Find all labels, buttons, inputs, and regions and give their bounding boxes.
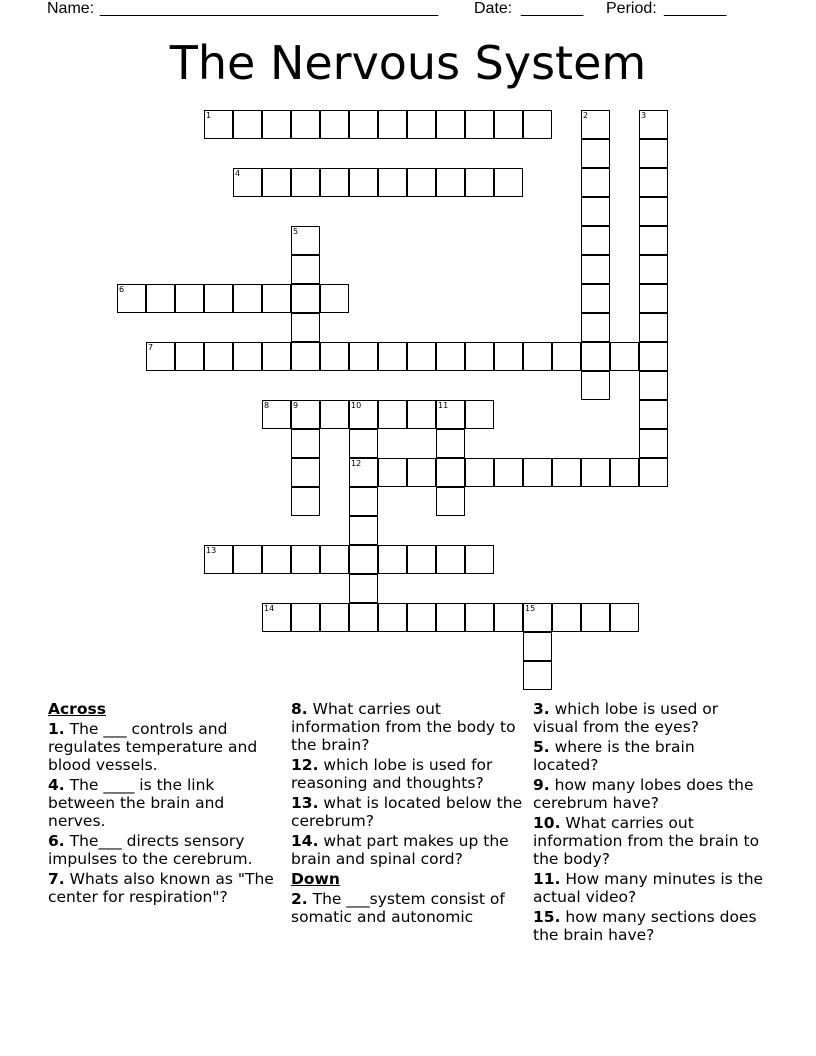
grid-cell[interactable] [639,284,668,313]
clue-number: 12 [351,459,362,468]
grid-cell[interactable] [639,110,668,139]
grid-cell[interactable] [378,400,407,429]
grid-cell[interactable] [639,226,668,255]
down-clue [291,890,523,926]
grid-cell[interactable] [581,197,610,226]
grid-cell[interactable] [320,284,349,313]
grid-cell[interactable] [523,110,552,139]
clue-number: 3 [641,111,647,120]
grid-cell[interactable] [581,168,610,197]
grid-cell[interactable] [146,342,175,371]
clue-number: 9 [293,401,299,410]
clue-number: 1. [48,720,65,738]
grid-cell[interactable] [465,400,494,429]
clue-text: The___ directs sensory impulses to the cerebrum. [48,832,253,868]
grid-cell[interactable] [581,110,610,139]
clue-number: 11 [438,401,449,410]
grid-cell[interactable] [320,545,349,574]
clue-number: 8. [291,700,308,718]
grid-cell[interactable] [146,284,175,313]
clue-text: which lobe is used or visual from the eyes? [533,700,719,736]
grid-cell[interactable] [262,603,291,632]
grid-cell[interactable] [291,487,320,516]
grid-cell[interactable] [291,110,320,139]
clue-column-2 [291,700,523,928]
grid-cell[interactable] [465,110,494,139]
grid-cell[interactable] [291,255,320,284]
grid-cell[interactable] [407,400,436,429]
grid-cell[interactable] [291,429,320,458]
period-field[interactable]: _______ [664,0,727,17]
grid-cell[interactable] [639,458,668,487]
clue-text: The ____ is the link between the brain and nerves. [48,776,225,830]
clue-number: 8 [264,401,270,410]
grid-cell[interactable] [552,458,581,487]
grid-cell[interactable] [291,458,320,487]
grid-cell[interactable] [581,342,610,371]
grid-cell[interactable] [639,429,668,458]
grid-cell[interactable] [494,342,523,371]
clue-number: 6. [48,832,65,850]
grid-cell[interactable] [436,429,465,458]
clue-number: 5. [533,738,550,756]
across-clue [48,776,280,830]
grid-cell[interactable] [494,603,523,632]
clue-text: where is the brain located? [533,738,695,774]
grid-cell[interactable] [378,458,407,487]
grid-cell[interactable] [523,632,552,661]
grid-cell[interactable] [523,603,552,632]
grid-cell[interactable] [349,458,378,487]
grid-cell[interactable] [204,110,233,139]
grid-cell[interactable] [291,284,320,313]
grid-cell[interactable] [233,545,262,574]
grid-cell[interactable] [465,545,494,574]
grid-cell[interactable] [262,110,291,139]
clue-text: what part makes up the brain and spinal cord? [291,832,509,868]
down-heading: Down [291,870,340,888]
grid-cell[interactable] [610,342,639,371]
clue-number: 5 [293,227,299,236]
grid-cell[interactable] [581,226,610,255]
grid-cell[interactable] [581,139,610,168]
across-clue [48,870,280,906]
clue-number: 9. [533,776,550,794]
down-clue [533,814,765,868]
grid-cell[interactable] [436,603,465,632]
grid-cell[interactable] [581,255,610,284]
grid-cell[interactable] [407,458,436,487]
grid-cell[interactable] [639,139,668,168]
grid-cell[interactable] [378,545,407,574]
grid-cell[interactable] [639,342,668,371]
grid-cell[interactable] [465,168,494,197]
grid-cell[interactable] [349,342,378,371]
clue-column-1 [48,700,280,908]
grid-cell[interactable] [378,110,407,139]
grid-cell[interactable] [204,342,233,371]
down-clue [533,738,765,774]
grid-cell[interactable] [204,545,233,574]
grid-cell[interactable] [349,603,378,632]
name-field[interactable]: ______________________________________ [100,0,439,17]
period-label: Period: [606,0,657,17]
grid-cell[interactable] [639,168,668,197]
clue-number: 6 [119,285,125,294]
clue-text: which lobe is used for reasoning and thoughts? [291,756,493,792]
grid-cell[interactable] [291,400,320,429]
grid-cell[interactable] [233,110,262,139]
grid-cell[interactable] [175,284,204,313]
grid-cell[interactable] [349,110,378,139]
grid-cell[interactable] [262,545,291,574]
grid-cell[interactable] [523,458,552,487]
across-clue [291,700,523,754]
clue-number: 13. [291,794,319,812]
grid-cell[interactable] [581,284,610,313]
grid-cell[interactable] [291,342,320,371]
grid-cell[interactable] [639,197,668,226]
clue-number: 2. [291,890,308,908]
across-clue [291,794,523,830]
clue-number: 12. [291,756,319,774]
grid-cell[interactable] [581,371,610,400]
grid-cell[interactable] [407,168,436,197]
grid-cell[interactable] [465,603,494,632]
grid-cell[interactable] [465,342,494,371]
clue-number: 14. [291,832,319,850]
grid-cell[interactable] [639,400,668,429]
grid-cell[interactable] [639,371,668,400]
down-clue [533,870,765,906]
grid-cell[interactable] [494,458,523,487]
clue-number: 10. [533,814,561,832]
grid-cell[interactable] [233,342,262,371]
grid-cell[interactable] [494,168,523,197]
grid-cell[interactable] [436,545,465,574]
grid-cell[interactable] [610,603,639,632]
grid-cell[interactable] [552,603,581,632]
clue-text: The ___system consist of somatic and autonomic [291,890,505,926]
grid-cell[interactable] [494,110,523,139]
grid-cell[interactable] [436,342,465,371]
grid-cell[interactable] [233,168,262,197]
clue-text: what is located below the cerebrum? [291,794,523,830]
across-clue [48,832,280,868]
grid-cell[interactable] [378,342,407,371]
across-heading: Across [48,700,106,718]
grid-cell[interactable] [523,661,552,690]
grid-cell[interactable] [349,574,378,603]
clue-number: 13 [206,546,217,555]
clue-text: how many sections does the brain have? [533,908,757,944]
grid-cell[interactable] [320,110,349,139]
grid-cell[interactable] [407,545,436,574]
grid-cell[interactable] [204,284,233,313]
clue-number: 1 [206,111,212,120]
clue-text: The ___ controls and regulates temperature and blood vessels. [48,720,258,774]
grid-cell[interactable] [552,342,581,371]
grid-cell[interactable] [378,168,407,197]
clue-number: 7 [148,343,154,352]
clue-number: 3. [533,700,550,718]
grid-cell[interactable] [291,603,320,632]
across-clue [48,720,280,774]
across-clue [291,832,523,868]
grid-cell[interactable] [436,110,465,139]
clue-number: 10 [351,401,362,410]
grid-cell[interactable] [233,284,262,313]
clue-text: What carries out information from the brain to the body? [533,814,760,868]
across-clue [291,756,523,792]
grid-cell[interactable] [320,168,349,197]
clue-text: How many minutes is the actual video? [533,870,764,906]
grid-cell[interactable] [349,429,378,458]
grid-cell[interactable] [610,458,639,487]
clue-text: What carries out information from the body to the brain? [291,700,516,754]
grid-cell[interactable] [581,458,610,487]
puzzle-title: The Nervous System [169,36,647,90]
grid-cell[interactable] [407,342,436,371]
grid-cell[interactable] [320,400,349,429]
down-clue [533,908,765,944]
clue-column-3 [533,700,765,946]
clue-number: 7. [48,870,65,888]
clue-number: 15 [525,604,536,613]
grid-cell[interactable] [639,313,668,342]
grid-cell[interactable] [436,168,465,197]
down-clue [533,700,765,736]
grid-cell[interactable] [581,603,610,632]
grid-cell[interactable] [262,400,291,429]
grid-cell[interactable] [407,110,436,139]
clue-number: 11. [533,870,561,888]
grid-cell[interactable] [291,226,320,255]
grid-cell[interactable] [436,400,465,429]
grid-cell[interactable] [117,284,146,313]
grid-cell[interactable] [320,342,349,371]
date-field[interactable]: _______ [521,0,584,17]
date-label: Date: [474,0,513,17]
grid-cell[interactable] [436,458,465,487]
grid-cell[interactable] [262,284,291,313]
down-clue [533,776,765,812]
grid-cell[interactable] [349,487,378,516]
clue-number: 15. [533,908,561,926]
grid-cell[interactable] [349,168,378,197]
grid-cell[interactable] [407,603,436,632]
clue-number: 2 [583,111,589,120]
name-label: Name: [47,0,95,17]
clue-text: Whats also known as "The center for respiration"? [48,870,274,906]
grid-cell[interactable] [581,313,610,342]
grid-cell[interactable] [378,603,407,632]
grid-cell[interactable] [436,487,465,516]
grid-cell[interactable] [523,342,552,371]
grid-cell[interactable] [262,342,291,371]
clue-text: how many lobes does the cerebrum have? [533,776,754,812]
grid-cell[interactable] [262,168,291,197]
grid-cell[interactable] [465,458,494,487]
clue-number: 14 [264,604,275,613]
clue-number: 4 [235,169,241,178]
grid-cell[interactable] [639,255,668,284]
grid-cell[interactable] [349,516,378,545]
grid-cell[interactable] [349,545,378,574]
grid-cell[interactable] [291,313,320,342]
grid-cell[interactable] [291,545,320,574]
grid-cell[interactable] [320,603,349,632]
grid-cell[interactable] [349,400,378,429]
grid-cell[interactable] [291,168,320,197]
grid-cell[interactable] [175,342,204,371]
clue-number: 4. [48,776,65,794]
